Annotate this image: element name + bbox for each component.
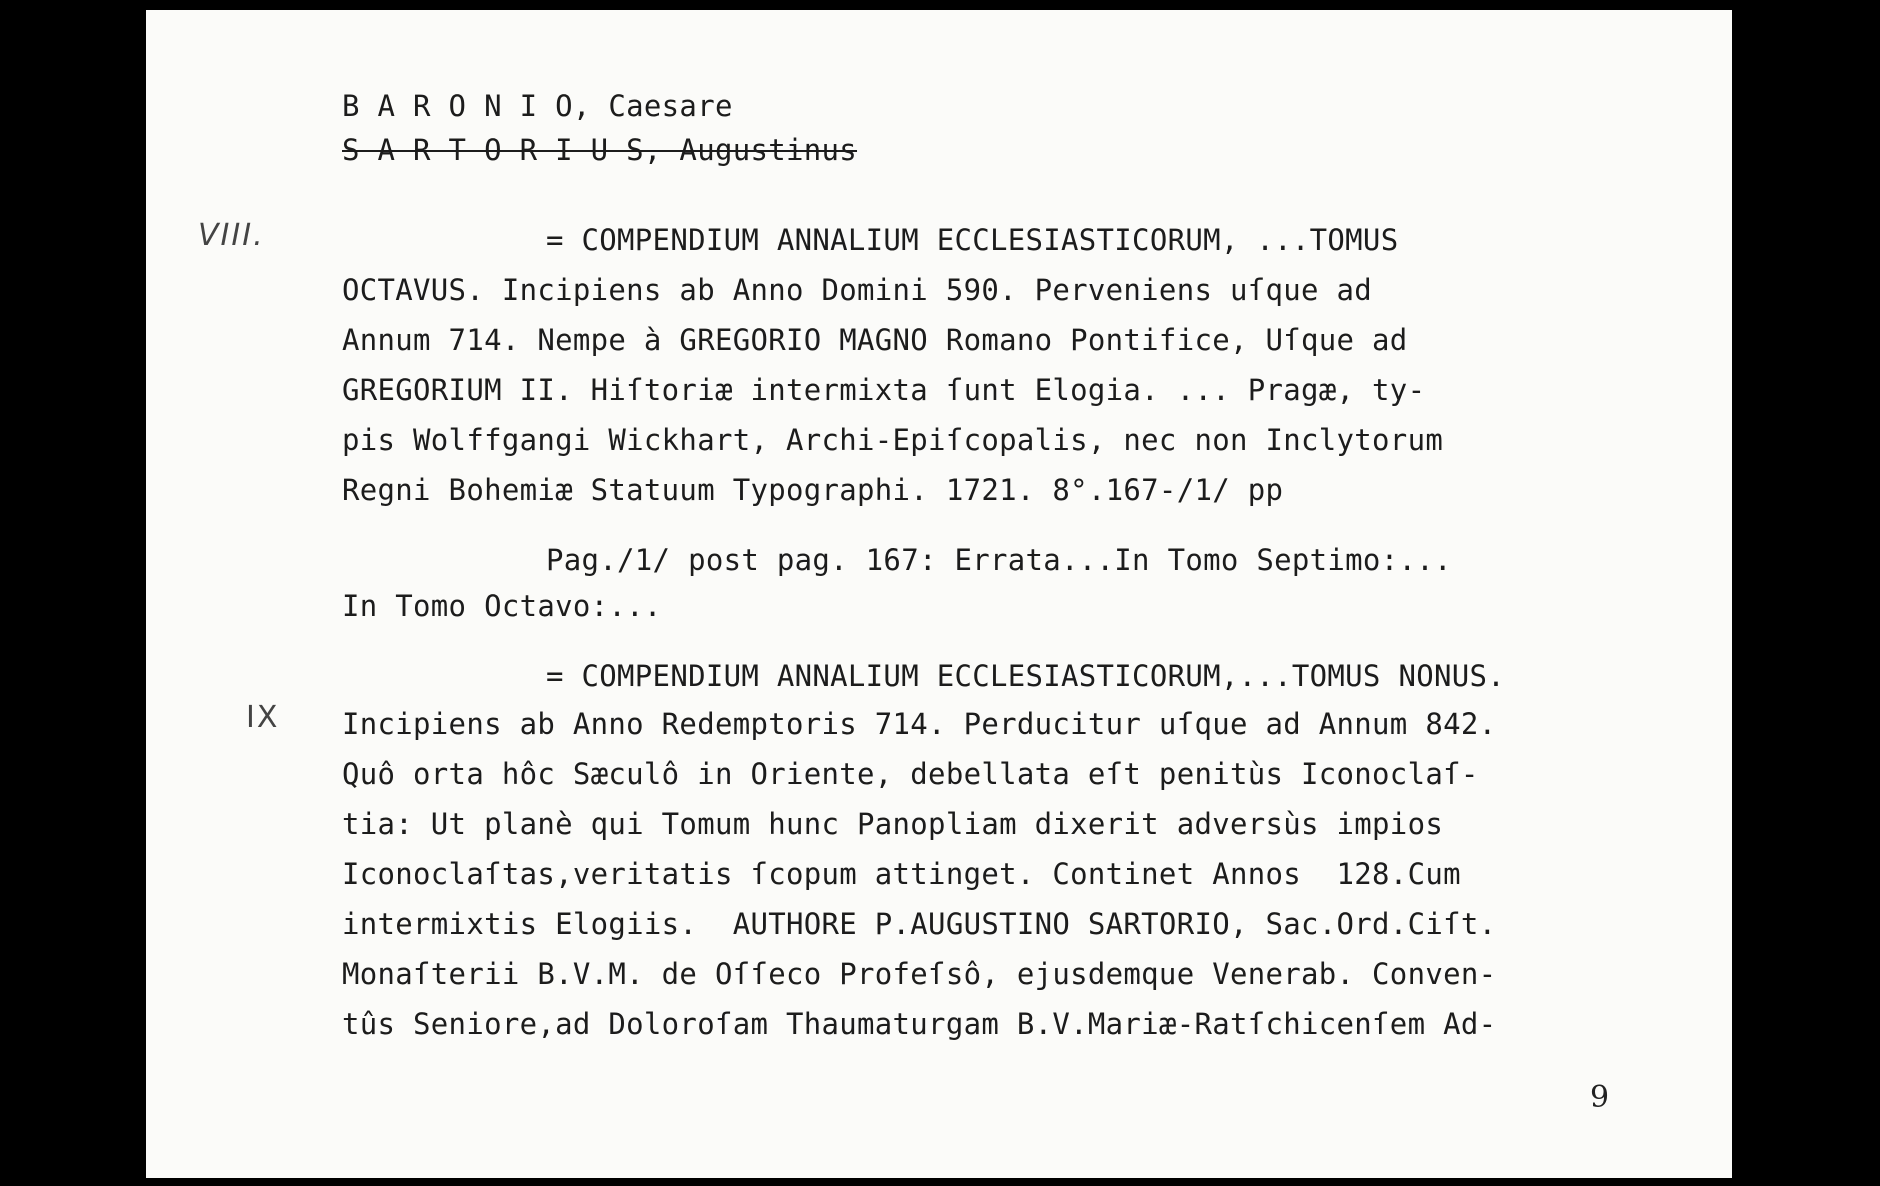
entry-viii-line-4: GREGORIUM II. Hiſtoriæ intermixta ſunt Elogia. ... Pragæ, ty- <box>342 373 1426 407</box>
entry-ix-line-3: Quô orta hôc Sæculô in Oriente, debellata eſt penitùs Iconoclaſ- <box>342 757 1479 791</box>
struck-author-heading: S A R T O R I U S, Augustinus <box>342 133 858 167</box>
margin-note-viii: VIII. <box>198 218 265 253</box>
entry-ix-line-4: tia: Ut planè qui Tomum hunc Panopliam dixerit adversùs impios <box>342 807 1444 841</box>
entry-ix-line-6: intermixtis Elogiis. AUTHORE P.AUGUSTINO SARTORIO, Sac.Ord.Ciſt. <box>342 907 1497 941</box>
entry-viii-line-5: pis Wolffgangi Wickhart, Archi-Epiſcopalis, nec non Inclytorum <box>342 423 1444 457</box>
entry-ix-line-7: Monaſterii B.V.M. de Oſſeco Profeſsô, ejusdemque Venerab. Conven- <box>342 957 1497 991</box>
author-heading: B A R O N I O, Caesare <box>342 89 733 123</box>
page-number: 9 <box>1590 1080 1610 1115</box>
entry-viii-note-line-2: In Tomo Octavo:... <box>342 589 662 623</box>
entry-ix-line-8: tûs Seniore,ad Doloroſam Thaumaturgam B.V.Mariæ-Ratſchicenſem Ad- <box>342 1007 1497 1041</box>
entry-ix-line-2: Incipiens ab Anno Redemptoris 714. Perducitur uſque ad Annum 842. <box>342 707 1497 741</box>
entry-viii-line-6: Regni Bohemiæ Statuum Typographi. 1721. 8°.167-/1/ pp <box>342 473 1284 507</box>
entry-viii-line-2: OCTAVUS. Incipiens ab Anno Domini 590. Perveniens uſque ad <box>342 273 1373 307</box>
entry-viii-note-line-1: Pag./1/ post pag. 167: Errata...In Tomo Septimo:... <box>546 543 1452 577</box>
entry-viii-line-1: = COMPENDIUM ANNALIUM ECCLESIASTICORUM, ...TOMUS <box>546 223 1399 257</box>
entry-ix-line-1: = COMPENDIUM ANNALIUM ECCLESIASTICORUM,...TOMUS NONUS. <box>546 659 1506 693</box>
entry-ix-line-5: Iconoclaſtas,veritatis ſcopum attinget. Continet Annos 128.Cum <box>342 857 1461 891</box>
margin-note-ix: IX <box>246 700 280 735</box>
entry-viii-line-3: Annum 714. Nempe à GREGORIO MAGNO Romano Pontifice, Uſque ad <box>342 323 1408 357</box>
